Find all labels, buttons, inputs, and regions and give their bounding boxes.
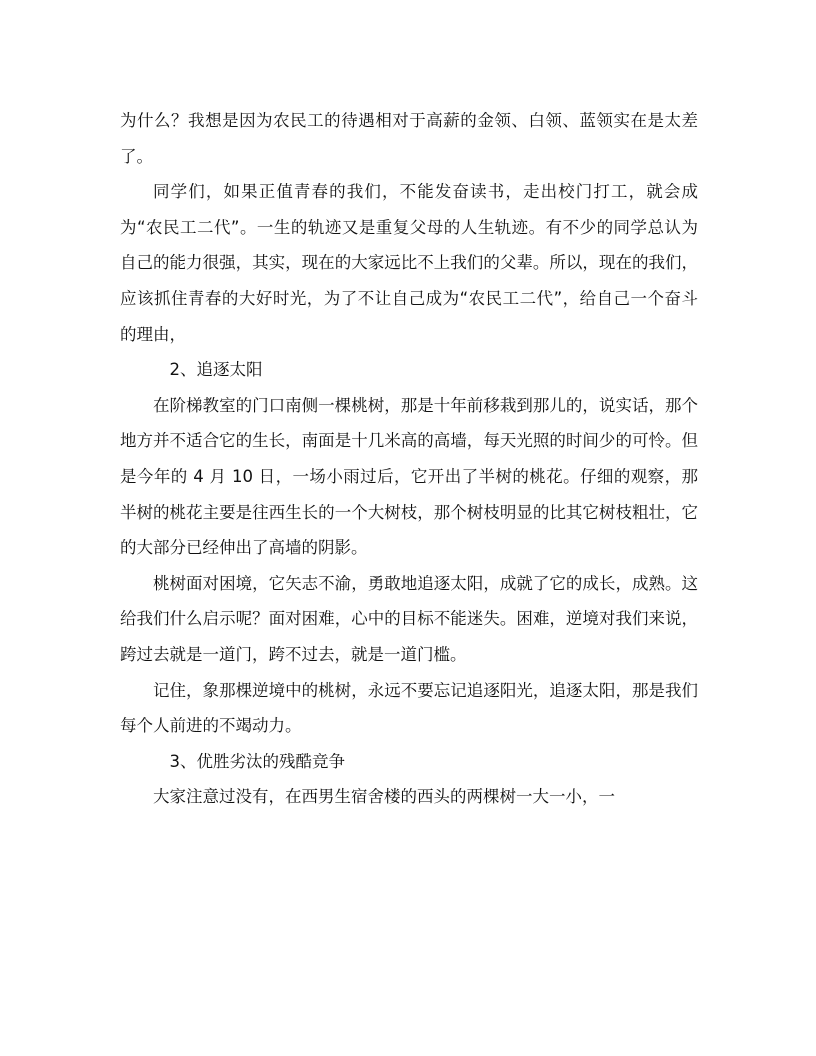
paragraph-5: 记住，象那棵逆境中的桃树，永远不要忘记追逐阳光，追逐太阳，那是我们每个人前进的不竭动力。 bbox=[120, 680, 698, 736]
paragraph-6: 大家注意过没有，在西男生宿舍楼的西头的两棵树一大一小，一 bbox=[153, 787, 615, 807]
section-heading-2: 2、追逐太阳 bbox=[169, 360, 263, 380]
paragraph-4: 桃树面对困境，它矢志不渝，勇敢地追逐太阳，成就了它的成长，成熟。这给我们什么启示呢？面对困难，心中的目标不能迷失。困难，逆境对我们来说，跨过去就是一道门，跨不过去，就是一道门槛。 bbox=[120, 573, 698, 664]
document-body bbox=[120, 103, 698, 815]
paragraph-3: 在阶梯教室的门口南侧一棵桃树，那是十年前移栽到那儿的，说实话，那个地方并不适合它的生长，南面是十几米高的高墙，每天光照的时间少的可怜。但是今年的 4 月 10 日，一场小雨过后，它开出了半树的桃花。仔细的观察，那半树的桃花主要是往西生长的一个大树枝，那个树枝明显的比其它树枝粗壮，它的大部分已经伸出了高墙的阴影。 bbox=[120, 395, 698, 558]
section-heading-3: 3、优胜劣汰的残酷竞争 bbox=[169, 751, 345, 771]
paragraph-1: 为什么？我想是因为农民工的待遇相对于高薪的金领、白领、蓝领实在是太差了。 bbox=[120, 111, 698, 166]
paragraph-2: 同学们，如果正值青春的我们，不能发奋读书，走出校门打工，就会成为“农民工二代”。一生的轨迹又是重复父母的人生轨迹。有不少的同学总认为自己的能力很强，其实，现在的大家远比不上我们的父辈。所以，现在的我们，应该抓住青春的大好时光，为了不让自己成为“农民工二代”，给自己一个奋斗的理由， bbox=[120, 182, 698, 344]
